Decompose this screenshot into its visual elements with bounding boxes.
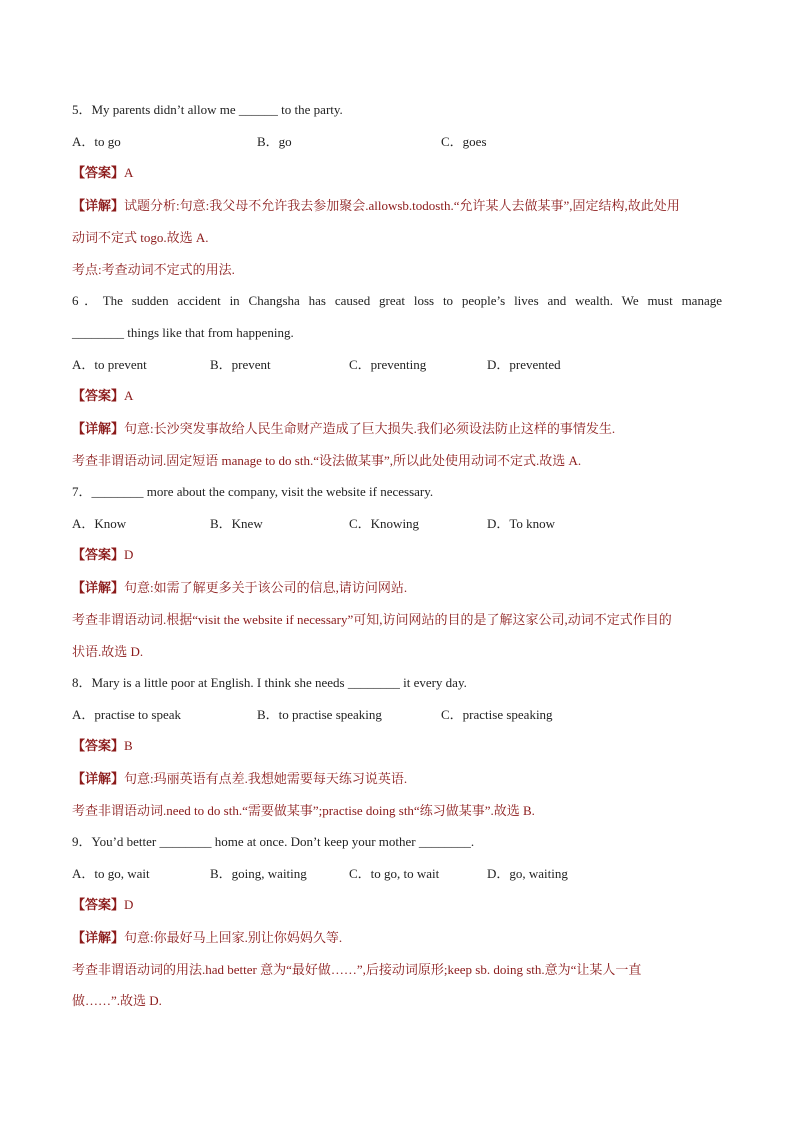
question-5-stem: 5．My parents didn’t allow me ______ to the party.: [72, 102, 343, 117]
q7-detail-line-3: 状语.故选 D.: [72, 644, 144, 659]
q5-option-b: B．go: [257, 134, 292, 149]
detail-text: 句意:如需了解更多关于该公司的信息,请访问网站.: [124, 580, 408, 595]
answer-tag: 【答案】: [72, 738, 125, 753]
q9-answer: [72, 895, 722, 915]
detail-text: 句意:你最好马上回家.别让你妈妈久等.: [124, 930, 343, 945]
question-7-stem: 7．________ more about the company, visit the website if necessary.: [72, 484, 434, 499]
detail-tag: 【详解】: [72, 930, 125, 945]
q7-option-a: A．Know: [72, 516, 127, 531]
q7-option-d: D．To know: [487, 516, 556, 531]
q5-option-c: C．goes: [441, 134, 487, 149]
q5-detail-line-2: 动词不定式 togo.故选 A.: [72, 230, 209, 245]
question-8-stem: 8．Mary is a little poor at English. I think she needs ________ it every day.: [72, 675, 467, 690]
answer-value: D: [124, 897, 134, 912]
answer-value: D: [124, 547, 134, 562]
q6-option-b: B．prevent: [210, 357, 271, 372]
q5-detail-line-1: [72, 196, 722, 216]
detail-tag: 【详解】: [72, 198, 125, 213]
q7-answer: [72, 545, 722, 565]
q9-option-b: B．going, waiting: [210, 866, 307, 881]
answer-tag: 【答案】: [72, 388, 125, 403]
q8-answer: [72, 736, 722, 756]
detail-text: 句意:长沙突发事故给人民生命财产造成了巨大损失.我们必须设法防止这样的事情发生.: [124, 421, 616, 436]
q8-option-b: B．to practise speaking: [257, 707, 382, 722]
answer-tag: 【答案】: [72, 547, 125, 562]
answer-value: A: [124, 165, 134, 180]
q5-note: 考点:考查动词不定式的用法.: [72, 262, 235, 277]
q7-option-c: C．Knowing: [349, 516, 420, 531]
q8-detail-line-2: 考查非谓语动词.need to do sth.“需要做某事”;practise doing sth“练习做某事”.故选 B.: [72, 803, 535, 818]
detail-text: 试题分析:句意:我父母不允许我去参加聚会.allowsb.todosth.“允许某人去做某事”,固定结构,故此处用: [124, 198, 680, 213]
q6-detail-line-2: 考查非谓语动词.固定短语 manage to do sth.“设法做某事”,所以此处使用动词不定式.故选 A.: [72, 453, 582, 468]
detail-text: 句意:玛丽英语有点差.我想她需要每天练习说英语.: [124, 771, 408, 786]
q8-option-a: A．practise to speak: [72, 707, 182, 722]
q6-answer: [72, 386, 722, 406]
q7-detail-line-2: 考查非谓语动词.根据“visit the website if necessary”可知,访问网站的目的是了解这家公司,动词不定式作目的: [72, 612, 672, 627]
q9-option-c: C．to go, to wait: [349, 866, 440, 881]
q7-detail-line-1: [72, 578, 722, 598]
q6-option-a: A．to prevent: [72, 357, 147, 372]
detail-tag: 【详解】: [72, 580, 125, 595]
detail-tag: 【详解】: [72, 421, 125, 436]
q8-option-c: C．practise speaking: [441, 707, 553, 722]
q5-option-a: A．to go: [72, 134, 121, 149]
q9-option-d: D．go, waiting: [487, 866, 568, 881]
answer-value: B: [124, 738, 133, 753]
q6-detail-line-1: [72, 419, 722, 439]
q5-answer: [72, 163, 722, 183]
q9-option-a: A．to go, wait: [72, 866, 150, 881]
question-6-stem-line-2: ________ things like that from happening.: [72, 325, 294, 340]
question-9-stem: 9．You’d better ________ home at once. Don’t keep your mother ________.: [72, 834, 475, 849]
answer-tag: 【答案】: [72, 897, 125, 912]
answer-value: A: [124, 388, 134, 403]
q9-detail-line-2: 考查非谓语动词的用法.had better 意为“最好做……”,后接动词原形;keep sb. doing sth.意为“让某人一直: [72, 962, 642, 977]
q9-detail-line-3: 做……”.故选 D.: [72, 993, 162, 1008]
q9-detail-line-1: [72, 928, 722, 948]
q6-option-d: D．prevented: [487, 357, 561, 372]
q8-detail-line-1: [72, 769, 722, 789]
q7-option-b: B．Knew: [210, 516, 263, 531]
answer-tag: 【答案】: [72, 165, 125, 180]
question-6-stem-line-1: 6．The sudden accident in Changsha has caused great loss to people’s lives and wealth. We must manage: [72, 293, 722, 308]
q6-option-c: C．preventing: [349, 357, 427, 372]
detail-tag: 【详解】: [72, 771, 125, 786]
